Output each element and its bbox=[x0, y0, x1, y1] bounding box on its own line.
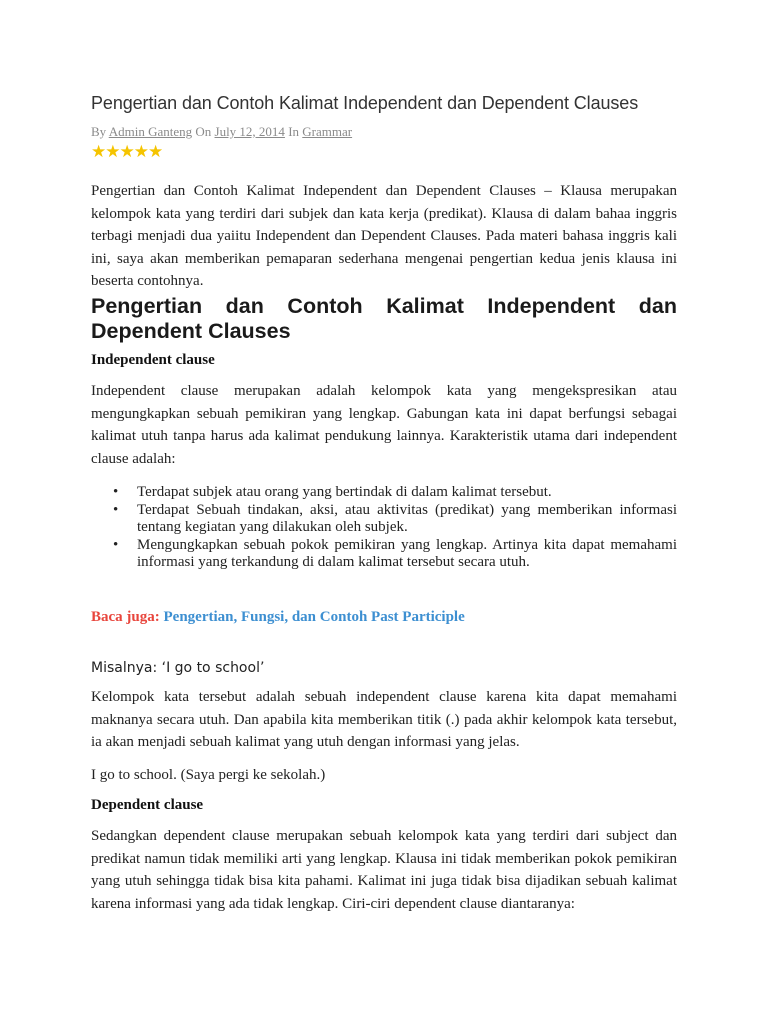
in-label: In bbox=[288, 124, 300, 139]
list-item bbox=[91, 537, 677, 572]
baca-juga-label: Baca juga: bbox=[91, 609, 160, 625]
independent-clause-paragraph: Independent clause merupakan adalah kelompok kata yang mengekspresikan atau mengungkapkan sebuah pemikiran yang lengkap. Gabungan kata ini dapat berfungsi sebagai kalimat utuh tanpa harus ada kalimat pendukung lainnya. Karakteristik utama dari independent clause adalah: bbox=[91, 383, 677, 467]
list-item bbox=[91, 484, 677, 502]
dependent-clause-paragraph: Sedangkan dependent clause merupakan sebuah kelompok kata yang terdiri dari subject dan predikat namun tidak memiliki arti yang lengkap. Klausa ini tidak memberikan pokok pemikiran yang utuh sehingga tidak bisa kita pahami. Kalimat ini juga tidak bisa dijadikan sebuah kalimat karena informasi yang ada tidak lengkap. Ciri-ciri dependent clause diantaranya: bbox=[91, 828, 677, 912]
author-link[interactable]: Admin Ganteng bbox=[108, 124, 193, 139]
category-link[interactable]: Grammar bbox=[302, 124, 353, 139]
bullet-icon: • bbox=[113, 536, 119, 553]
example-intro: Misalnya: ‘I go to school’ bbox=[91, 660, 265, 676]
section-heading: Pengertian dan Contoh Kalimat Independent dan Dependent Clauses bbox=[91, 294, 677, 343]
independent-clause-list bbox=[91, 484, 677, 572]
list-item-text: Terdapat subjek atau orang yang bertindak di dalam kalimat tersebut. bbox=[137, 484, 552, 500]
article-title: Pengertian dan Contoh Kalimat Independent dan Dependent Clauses bbox=[91, 93, 639, 113]
independent-clause-heading: Independent clause bbox=[91, 352, 215, 368]
list-item-text: Mengungkapkan sebuah pokok pemikiran yang lengkap. Artinya kita dapat memahami informasi yang terkandung di dalam kalimat tersebut secara utuh. bbox=[137, 536, 677, 570]
on-label: On bbox=[195, 124, 212, 139]
bullet-icon: • bbox=[113, 484, 119, 500]
example-sentence: I go to school. (Saya pergi ke sekolah.) bbox=[91, 767, 326, 783]
article-meta bbox=[91, 124, 677, 140]
list-item-text: Terdapat Sebuah tindakan, aksi, atau aktivitas (predikat) yang memberikan informasi tentang kegiatan yang dilakukan oleh subjek. bbox=[137, 501, 677, 535]
date-link[interactable]: July 12, 2014 bbox=[214, 124, 285, 139]
by-label: By bbox=[91, 124, 107, 139]
bullet-icon: • bbox=[113, 501, 119, 518]
star-rating[interactable]: ★★★★★ bbox=[91, 142, 163, 162]
dependent-clause-heading: Dependent clause bbox=[91, 797, 204, 813]
related-article-link[interactable]: Pengertian, Fungsi, dan Contoh Past Participle bbox=[163, 609, 465, 625]
baca-juga bbox=[91, 609, 677, 626]
example-explanation: Kelompok kata tersebut adalah sebuah independent clause karena kita dapat memahami maknanya secara utuh. Dan apabila kita memberikan titik (.) pada akhir kelompok kata tersebut, ia akan menjadi sebuah kalimat yang utuh dengan informasi yang jelas. bbox=[91, 689, 677, 750]
intro-paragraph: Pengertian dan Contoh Kalimat Independent dan Dependent Clauses – Klausa merupakan kelompok kata yang terdiri dari subjek dan kata kerja (predikat). Klausa di dalam bahaa inggris terbagi menjadi dua yaiitu Independent dan Dependent Clauses. Pada materi bahasa inggris kali ini, saya akan memberikan pemaparan sederhana mengenai pengertian kedua jenis klausa ini beserta contohnya. bbox=[91, 183, 677, 289]
list-item bbox=[91, 502, 677, 537]
